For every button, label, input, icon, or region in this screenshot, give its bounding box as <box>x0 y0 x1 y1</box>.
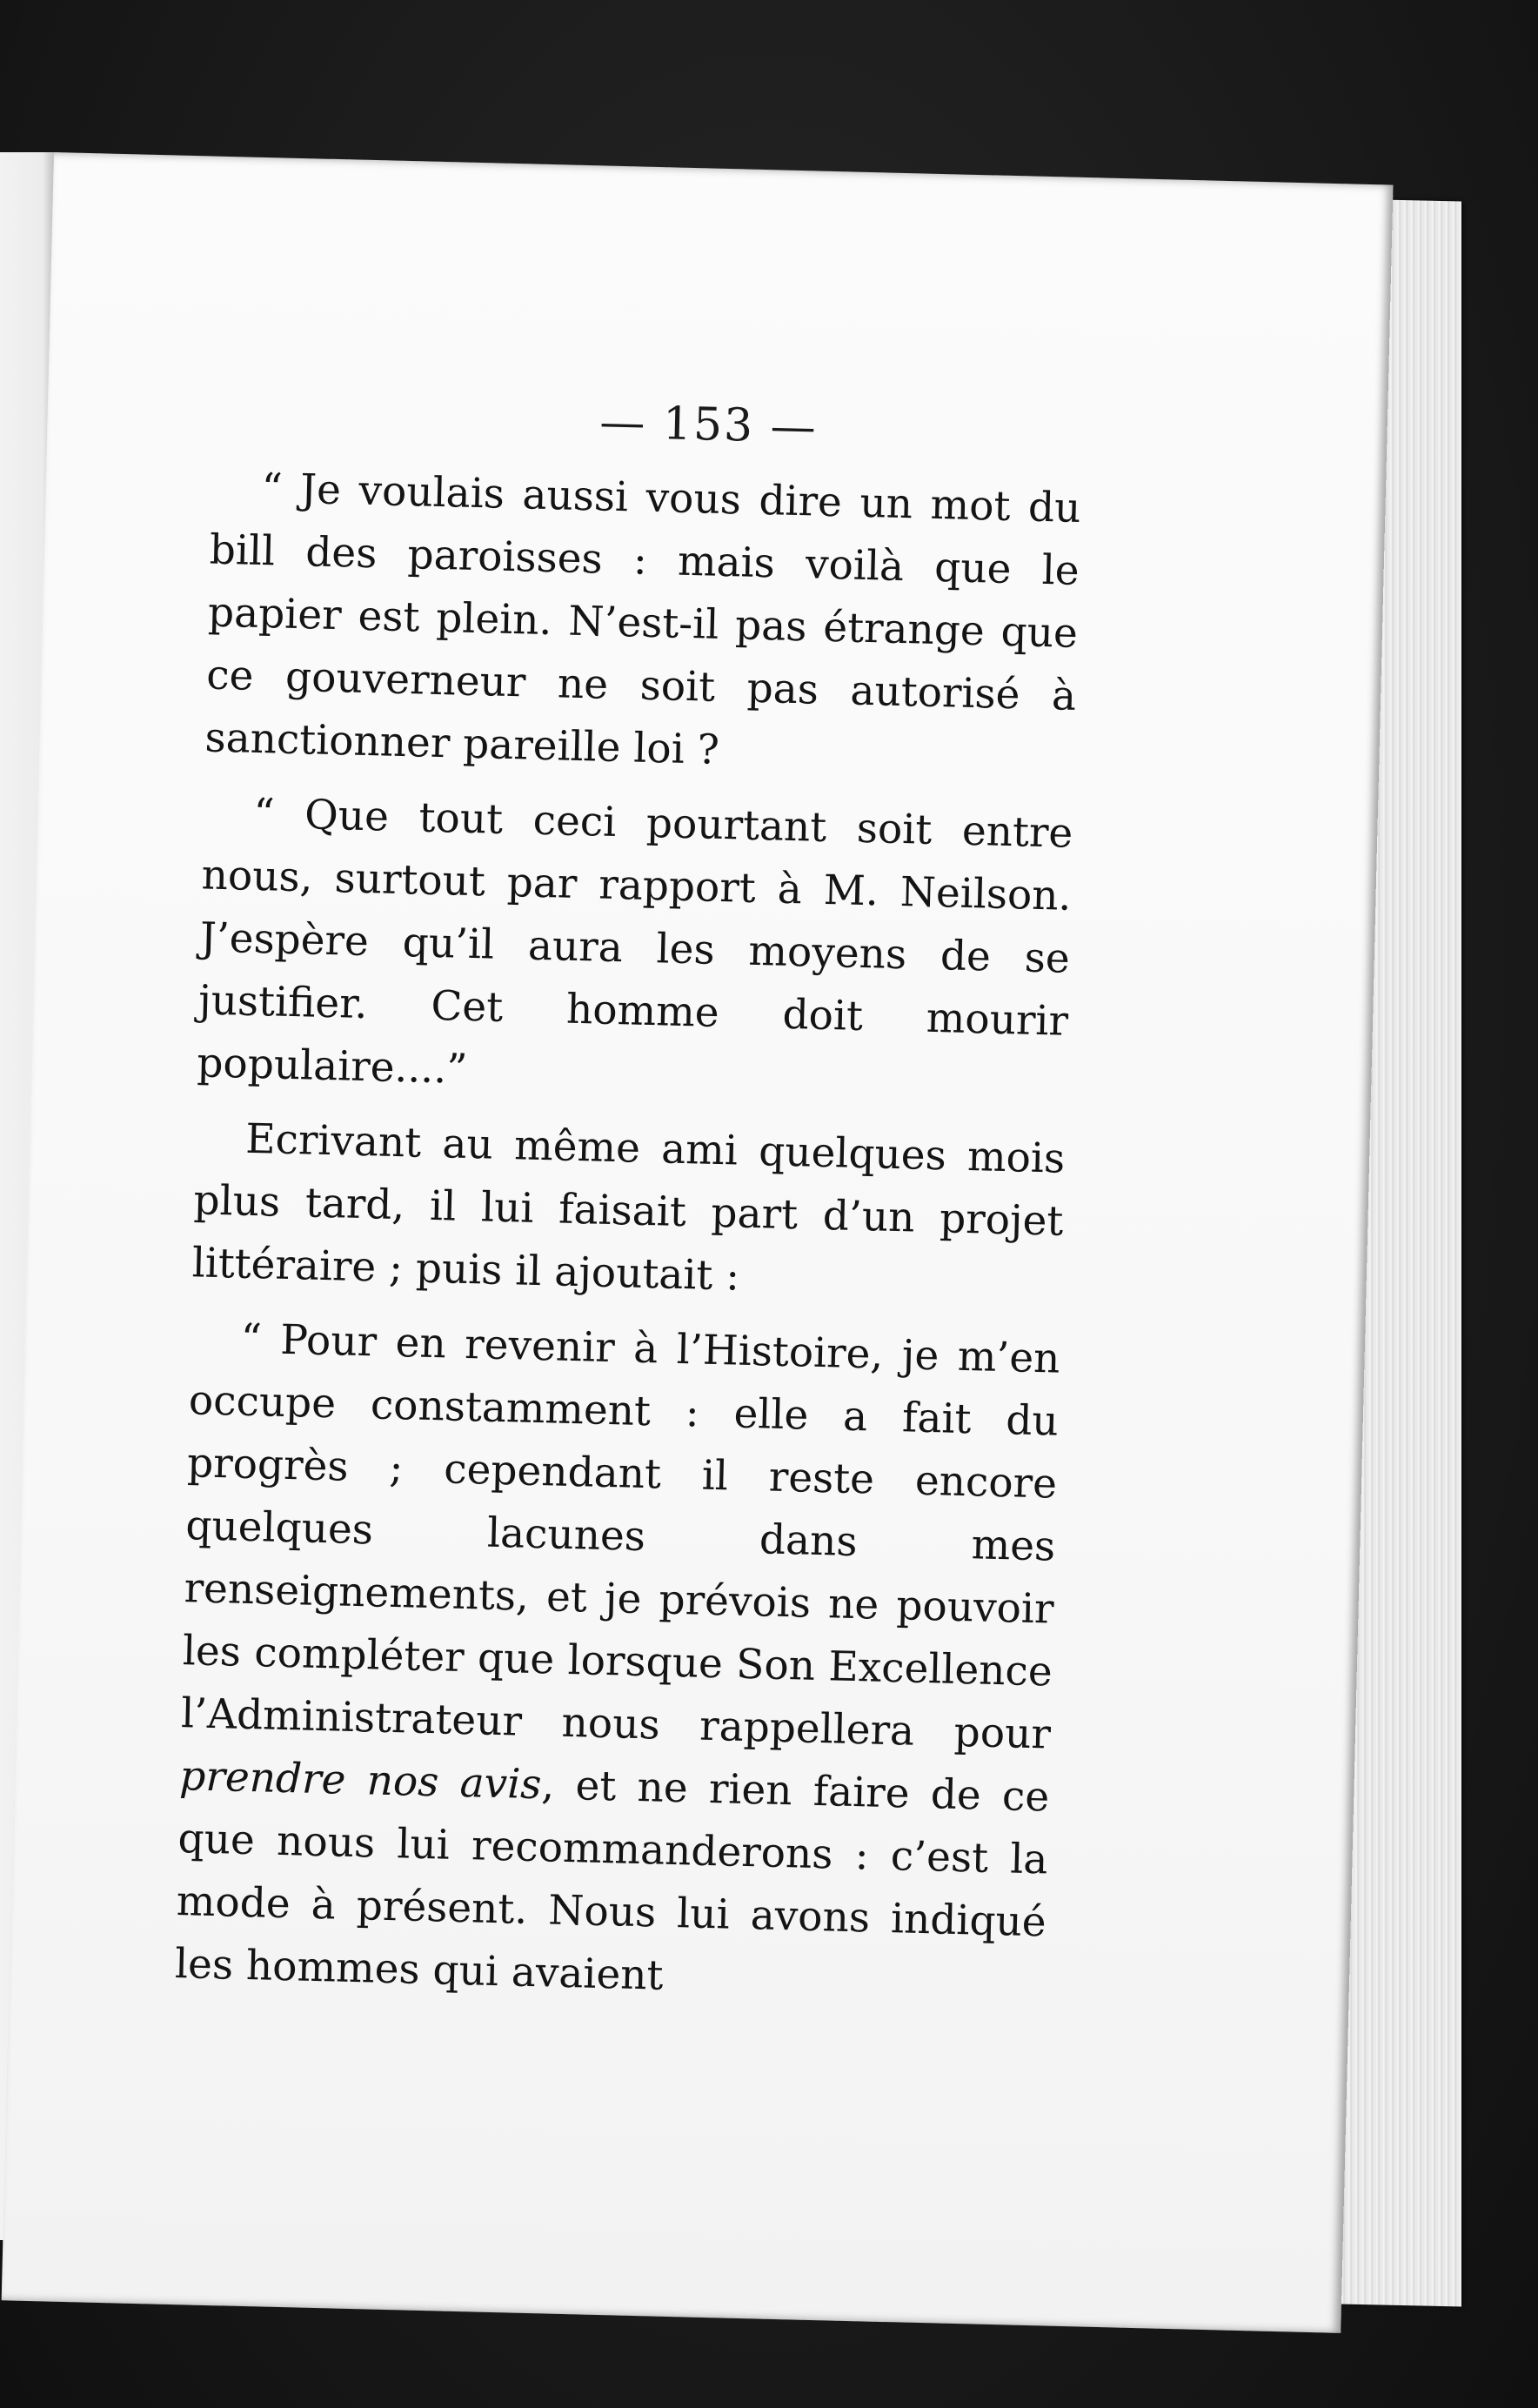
paragraph-4-end: , et ne rien faire de ce que nous lui recommanderons : c’est la mode à présent. Nous lui avons indiqué les hommes qui avaient <box>174 1761 1050 2000</box>
paragraph-2: “ Que tout ceci pourtant soit entre nous, surtout par rapport à M. Neilson. J’espère qu’il aura les moyens de se justifier. Cet homme doit mourir populaire....” <box>196 789 1073 1094</box>
paragraph-1: “ Je voulais aussi vous dire un mot du bill des paroisses : mais voilà que le papier est plein. N’est-il pas étrange que ce gouverneur ne soit pas autorisé à sanctionner pareille loi ? <box>204 464 1082 774</box>
paragraph-3: Ecrivant au même ami quelques mois plus tard, il lui faisait part d’un projet littéraire ; puis il ajoutait : <box>191 1114 1066 1301</box>
page-number: — 153 — <box>598 396 819 454</box>
paragraph-4-italic: prendre nos avis <box>178 1752 543 1809</box>
paragraph-4-start: “ Pour en revenir à l’Histoire, je m’en occupe constamment : elle a fait du progrès ; cependant il reste encore quelques lacunes dans mes renseignements, et je prévois ne pouvoir les compléter que lorsque Son Excellence l’Administrateur nous rappellera pour <box>180 1314 1061 1759</box>
book-page <box>2 152 1394 2333</box>
paragraph-4 <box>174 1307 1060 2017</box>
page-body <box>174 457 1081 2030</box>
